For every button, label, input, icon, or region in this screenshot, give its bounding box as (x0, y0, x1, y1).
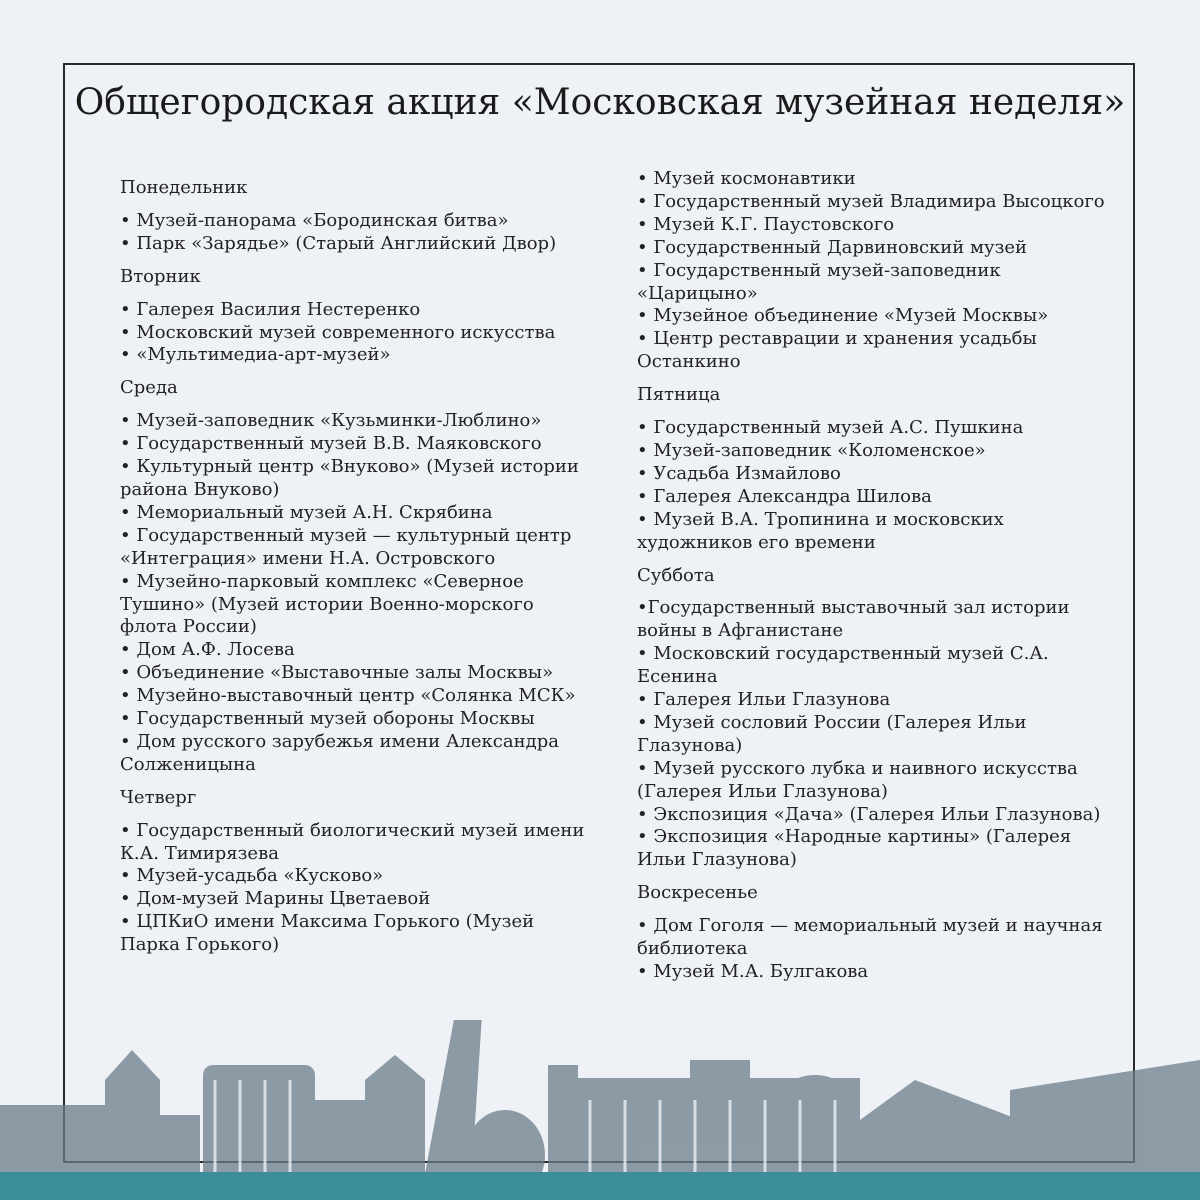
museum-item: • Государственный музей — культурный центр «Интеграция» имени Н.А. Островского (120, 524, 572, 569)
right-column (637, 168, 1117, 994)
museum-item: • Государственный музей В.В. Маяковского (120, 433, 542, 455)
day-section-thursday (120, 787, 590, 957)
museum-item: • Объединение «Выставочные залы Москвы» (120, 662, 554, 684)
day-heading: Суббота (637, 564, 715, 586)
museum-list (120, 410, 590, 777)
museum-item: • Дом А.Ф. Лосева (120, 639, 295, 661)
museum-item: • Музей К.Г. Паустовского (637, 213, 895, 235)
museum-item: • Государственный музей А.С. Пушкина (637, 417, 1024, 439)
museum-item: • Музей-панорама «Бородинская битва» (120, 209, 509, 231)
museum-item: • Центр реставрации и хранения усадьбы Останкино (637, 328, 1037, 373)
museum-item: • Музей космонавтики (637, 168, 856, 189)
museum-item: • Галерея Василия Нестеренко (120, 298, 421, 320)
museum-list (120, 299, 590, 368)
museum-item: • Галерея Ильи Глазунова (637, 689, 891, 711)
palace-tower-roof (105, 1050, 160, 1080)
day-heading: Пятница (637, 384, 721, 406)
museum-item: • Экспозиция «Народные картины» (Галерея Ильи Глазунова) (637, 826, 1072, 871)
museum-item: •Государственный выставочный зал истории войны в Афганистане (637, 597, 1070, 642)
poster-title: Общегородская акция «Московская музейная неделя» (74, 82, 1126, 123)
museum-item: • Экспозиция «Дача» (Галерея Ильи Глазунова) (637, 803, 1101, 825)
museum-item: • Московский музей современного искусства (120, 321, 556, 343)
museum-item: • Музейно-выставочный центр «Солянка МСК» (120, 685, 576, 707)
museum-item: • Культурный центр «Внуково» (Музей истории района Внуково) (120, 456, 579, 500)
museum-item: • Усадьба Измайлово (637, 462, 841, 484)
tree-cluster (780, 1075, 850, 1125)
day-section-friday (637, 384, 1117, 554)
museum-item: • ЦПКиО имени Максима Горького (Музей Парка Горького) (120, 911, 535, 956)
museum-item: • Мемориальный музей А.Н. Скрябина (120, 501, 493, 523)
museum-item: • Музей М.А. Булгакова (637, 961, 869, 982)
museum-item: • Галерея Александра Шилова (637, 485, 932, 507)
museum-item: • Музей-заповедник «Коломенское» (637, 439, 986, 461)
museum-item: • Государственный музей обороны Москвы (120, 708, 535, 730)
museum-item: • Дом русского зарубежья имени Александра Солженицына (120, 730, 559, 775)
day-heading: Вторник (120, 265, 201, 287)
museum-item: • Музей сословий России (Галерея Ильи Глазунова) (637, 711, 1027, 756)
museum-item: • Музей В.А. Тропинина и московских художников его времени (637, 508, 1004, 553)
museum-list (637, 597, 1117, 872)
museum-item: • Московский государственный музей С.А. Есенина (637, 643, 1049, 688)
museum-item: • Государственный музей-заповедник «Царицыно» (637, 259, 1001, 304)
museum-item: • Музейно-парковый комплекс «Северное Тушино» (Музей истории Военно-морского флота России) (120, 570, 534, 638)
station-roof (365, 1055, 425, 1080)
manege-pediment (860, 1080, 1020, 1120)
museum-item: • Музей-усадьба «Кусково» (120, 865, 384, 887)
left-column (120, 177, 590, 967)
museum-item: • Парк «Зарядье» (Старый Английский Двор) (120, 232, 557, 254)
bottom-accent-bar (0, 1172, 1200, 1200)
museum-list (120, 210, 590, 256)
day-heading: Среда (120, 377, 178, 399)
museum-item: • Музейное объединение «Музей Москвы» (637, 305, 1049, 327)
museum-list (120, 820, 590, 957)
museum-list-thursday-continued (637, 168, 1117, 374)
colonnade-attic (690, 1060, 750, 1080)
museum-item: • Музей русского лубка и наивного искусства (Галерея Ильи Глазунова) (637, 757, 1078, 802)
museum-item: • Государственный музей Владимира Высоцкого (637, 190, 1105, 212)
museum-item: • Государственный Дарвиновский музей (637, 236, 1028, 258)
museum-item: • Дом-музей Марины Цветаевой (120, 888, 431, 910)
museum-list (637, 915, 1117, 984)
day-heading: Четверг (120, 786, 197, 808)
museum-item: • Дом Гоголя — мемориальный музей и научная библиотека (637, 915, 1103, 960)
day-heading: Понедельник (120, 177, 248, 198)
day-heading: Воскресенье (637, 882, 758, 904)
day-section-saturday (637, 565, 1117, 873)
museum-item: • «Мультимедиа-арт-музей» (120, 344, 391, 366)
day-section-tuesday (120, 266, 590, 368)
museum-item: • Музей-заповедник «Кузьминки-Люблино» (120, 410, 542, 432)
museum-list (637, 417, 1117, 554)
day-section-sunday (637, 882, 1117, 984)
day-section-wednesday (120, 377, 590, 776)
day-section-monday (120, 177, 590, 256)
museum-item: • Государственный биологический музей имени К.А. Тимирязева (120, 819, 585, 864)
